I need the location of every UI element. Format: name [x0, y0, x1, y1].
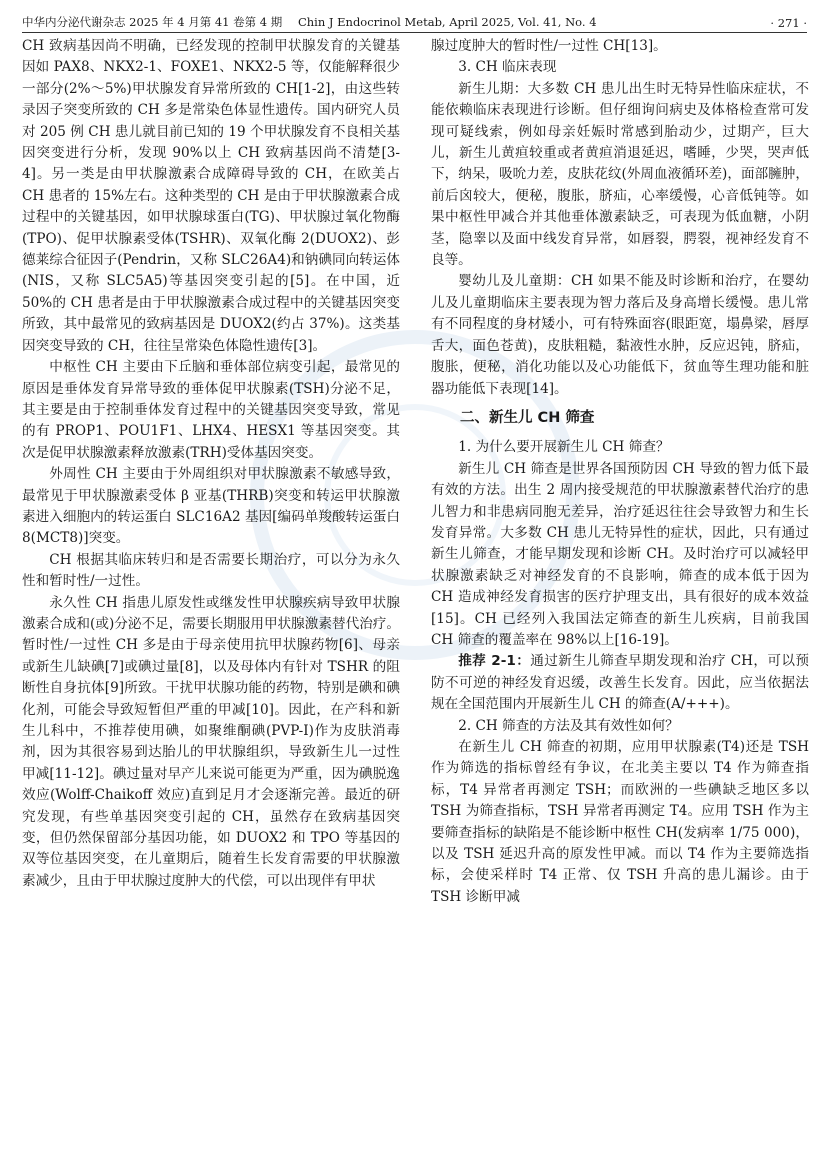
- recommendation-2-1: [431, 651, 809, 715]
- paragraph-peripheral-ch: 外周性 CH 主要由于外周组织对甲状腺激素不敏感导致，最常见于甲状腺激素受体 β 亚基(THRB)突变和转运甲状腺激素进入细胞内的转运蛋白 SLC16A2 基因[编码单羧酸转运蛋白 8(MCT8)]突变。: [22, 466, 400, 547]
- journal-info: [22, 14, 609, 30]
- paragraph-central-ch: 中枢性 CH 主要由下丘脑和垂体部位病变引起，最常见的原因是垂体发育异常导致的垂体促甲状腺素(TSH)分泌不足，其主要是由于控制垂体发育过程中的关键基因突变导致，常见的有 PROP1、POU1F1、LHX4、HESX1 等基因突变。其次是促甲状腺激素释放激素(TRH)受体基因突变。: [22, 359, 400, 461]
- journal-name-cn: 中华内分泌代谢杂志 2025 年 4 月第 41 卷第 4 期: [22, 15, 283, 29]
- recommendation-text: 通过新生儿筛查早期发现和治疗 CH，可以预防不可逆的神经发育迟缓，改善生长发育。因此，应当依据法规在全国范围内开展新生儿 CH 的筛查(A/+++)。: [431, 653, 809, 713]
- paragraph-classification: CH 根据其临床转归和是否需要长期治疗，可以分为永久性和暂时性/一过性。: [22, 551, 400, 590]
- heading-screening-methods: 2. CH 筛查的方法及其有效性如何？: [458, 717, 679, 734]
- paragraph-screening-methods: 在新生儿 CH 筛查的初期，应用甲状腺素(T4)还是 TSH 作为筛选的指标曾经有争议，在北美主要以 T4 作为筛查指标，T4 异常者再测定 TSH；而欧洲的一些碘缺乏地区多以 TSH 为筛查指标，TSH 异常者再测定 T4。应用 TSH 作为主要筛查指标的缺陷是不能诊断中枢性 CH(发病率 1/75 000)，以及 TSH 延迟升高的原发性甲减。而以 T4 作为主要筛选指标，会使采样时 T4 正常、仅 TSH 升高的患儿漏诊。由于 TSH 诊断甲减: [431, 739, 809, 905]
- journal-name-en: Chin J Endocrinol Metab, April 2025, Vol. 41, No. 4: [297, 15, 597, 29]
- heading-why-screening: 1. 为什么要开展新生儿 CH 筛查？: [458, 439, 670, 456]
- running-header: [22, 10, 807, 33]
- paragraph-etiology-cont: CH 致病基因尚不明确，已经发现的控制甲状腺发育的关键基因如 PAX8、NKX2-1、FOXE1、NKX2-5 等，仅能解释很少一部分(2%～5%)甲状腺发育异常所致的 CH[1-2]，由这些转录因子突变所致的 CH 多是常染色体显性遗传。国内研究人员对 205 例 CH 患儿就目前已知的 19 个甲状腺发育不良相关基因突变进行分析，发现 90%以上 CH 致病基因尚不清楚[3-4]。另一类是由甲状腺激素合成障碍导致的 CH，在欧美占 CH 患者的 15%左右。这种类型的 CH 是由于甲状腺激素合成过程中的关键基因，如甲状腺球蛋白(TG)、甲状腺过氧化物酶(TPO)、促甲状腺素受体(TSHR)、双氧化酶 2(DUOX2)、彭德莱综合征因子(Pendrin，又称 SLC26A4)和钠碘同向转运体(NIS，又称 SLC5A5)等基因突变引起的[5]。在中国，近 50%的 CH 患者是由于甲状腺激素合成过程中的关键基因突变所致，其中最常见的致病基因是 DUOX2(约占 37%)。这类基因突变导致的 CH，往往呈常染色体隐性遗传[3]。: [22, 38, 400, 354]
- paragraph-permanent-transient: 永久性 CH 指患儿原发性或继发性甲状腺疾病导致甲状腺激素合成和(或)分泌不足，需要长期服用甲状腺激素替代治疗。暂时性/一过性 CH 多是由于母亲使用抗甲状腺药物[6]、母亲或新生儿缺碘[7]或碘过量[8]，以及母体内有针对 TSHR 的阻断性自身抗体[9]所致。干扰甲状腺功能的药物，特别是碘和碘化剂，可能会导致短暂但严重的甲减[10]。因此，在产科和新生儿科中，不推荐使用碘，如聚维酮碘(PVP-I)作为皮肤消毒剂，因为其很容易到达胎儿的甲状腺组织，导致新生儿一过性甲减[11-12]。碘过量对早产儿来说可能更为严重，因为碘脱逸效应(Wolff-Chaikoff 效应)直到足月才会逐渐完善。最近的研究发现，有些单基因突变引起的 CH，虽然存在致病基因突变，但仍然保留部分基因功能，如 DUOX2 和 TPO 等基因的双等位基因突变，在儿童期后，随着生长发育需要的甲状腺激素减少，且由于甲状腺过度肿大的代偿，可以出现伴有甲状: [22, 594, 400, 889]
- right-column: [431, 36, 809, 1161]
- paragraph-continuation: 腺过度肿大的暂时性/一过性 CH[13]。: [431, 38, 667, 54]
- heading-clinical-presentation: 3. CH 临床表现: [458, 59, 557, 76]
- paragraph-newborn-period: 新生儿期：大多数 CH 患儿出生时无特异性临床症状，不能依赖临床表现进行诊断。但仔细询问病史及体格检查常可发现可疑线索，例如母亲妊娠时常感到胎动少，过期产，巨大儿，新生儿黄疸较重或者黄疸消退延迟，嗜睡，少哭，哭声低下，纳呆，吸吮力差，皮肤花纹(外周血液循环差)，面部臃肿，前后囟较大，便秘，腹胀，脐疝，心率缓慢，心音低钝等。如果中枢性甲减合并其他垂体激素缺乏，可表现为低血糖，小阴茎，隐睾以及面中线发育异常，如唇裂，腭裂，视神经发育不良等。: [431, 80, 809, 269]
- section-title-screening: 二、新生儿 CH 筛查: [460, 409, 595, 426]
- paragraph-infant-childhood: 婴幼儿及儿童期：CH 如果不能及时诊断和治疗，在婴幼儿及儿童期临床主要表现为智力落后及身高增长缓慢。患儿常有不同程度的身材矮小，可有特殊面容(眼距宽，塌鼻梁，唇厚舌大，面色苍黄)，皮肤粗糙，黏液性水肿，反应迟钝，脐疝，腹胀，便秘，消化功能以及心功能低下，贫血等生理功能和脏器功能低下表现[14]。: [431, 273, 809, 397]
- left-column: [22, 36, 400, 1161]
- recommendation-label: 推荐 2-1：: [458, 653, 531, 670]
- paragraph-why-screening: 新生儿 CH 筛查是世界各国预防因 CH 导致的智力低下最有效的方法。出生 2 周内接受规范的甲状腺激素替代治疗的患儿智力和非患病同胞无差异，治疗延迟往往会导致智力和生长发育异常。大多数 CH 患儿无特异性的症状，因此，只有通过新生儿筛查，才能早期发现和诊断 CH。及时治疗可以减轻甲状腺激素缺乏对神经发育的不良影响，筛查的成本低于因为 CH 造成神经发育损害的医疗护理支出，具有很好的成本效益[15]。CH 已经列入我国法定筛查的新生儿疾病，目前我国 CH 筛查的覆盖率在 98%以上[16-19]。: [431, 460, 809, 648]
- page-number: · 271 ·: [770, 16, 807, 30]
